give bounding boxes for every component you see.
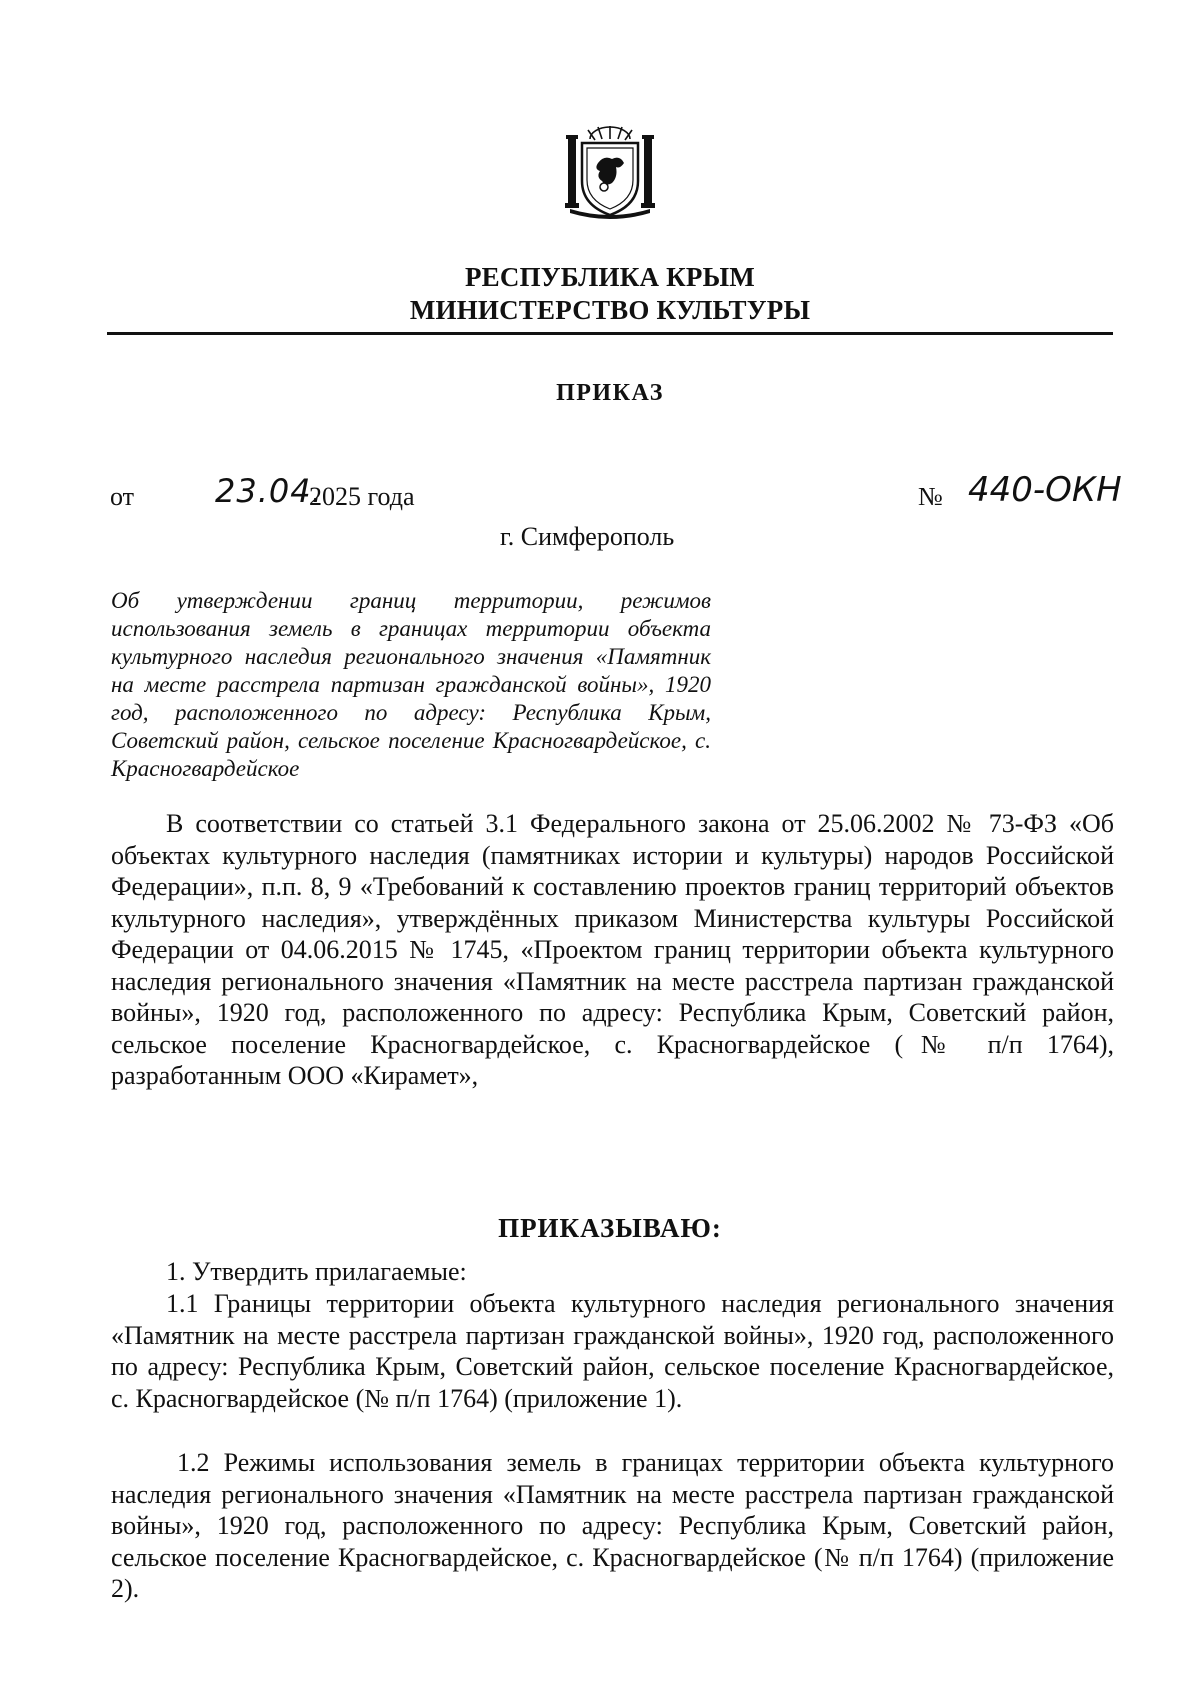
number-label: № bbox=[918, 482, 943, 511]
order-heading: ПРИКАЗЫВАЮ: bbox=[498, 1213, 722, 1243]
handwritten-number: 440-ОКН bbox=[968, 470, 1122, 510]
header-republic: РЕСПУБЛИКА КРЫМ bbox=[464, 262, 755, 292]
header-ministry: МИНИСТЕРСТВО КУЛЬТУРЫ bbox=[409, 295, 811, 325]
city: г. Симферополь bbox=[500, 522, 675, 551]
order-item-1-2: 1.2 Режимы использования земель в границах территории объекта культурного наследия регионального значения «Памятник на месте расстрела партизан гражданской войны», 1920 год, расположенного по адресу: Республика Крым, Советский район, сельское поселение Красногвардейское, с. Красногвардейское (№ п/п 1764) (приложение 2). bbox=[111, 1448, 1114, 1603]
document-type-title: ПРИКАЗ bbox=[556, 380, 664, 406]
date-from-label: от bbox=[110, 482, 135, 511]
order-item-1: 1. Утвердить прилагаемые: bbox=[166, 1257, 467, 1286]
date-year: 2025 года bbox=[309, 482, 415, 511]
header-divider bbox=[107, 332, 1113, 335]
preamble-paragraph: В соответствии со статьей 3.1 Федерального закона от 25.06.2002 № 73-ФЗ «Об объектах культурного наследия (памятниках истории и культуры) народов Российской Федерации», п.п. 8, 9 «Требований к составлению проектов границ территорий объектов культурного наследия», утверждённых приказом Министерства культуры Российской Федерации от 04.06.2015 № 1745, «Проектом границ территории объекта культурного наследия регионального значения «Памятник на месте расстрела партизан гражданской войны», 1920 год, расположенного по адресу: Республика Крым, Советский район, сельское поселение Красногвардейское, с. Красногвардейское (№ п/п 1764), разработанным ООО «Кирамет», bbox=[111, 809, 1114, 1090]
crimea-coat-of-arms-emblem bbox=[560, 125, 660, 220]
document-subject: Об утверждении границ территории, режимов использования земель в границах территории объекта культурного наследия регионального значения «Памятник на месте расстрела партизан гражданской войны», 1920 год, расположенного по адресу: Республика Крым, Советский район, сельское поселение Красногвардейское, с. Красногвардейское bbox=[111, 588, 711, 781]
order-item-1-1: 1.1 Границы территории объекта культурного наследия регионального значения «Памятник на месте расстрела партизан гражданской войны», 1920 год, расположенного по адресу: Республика Крым, Советский район, сельское поселение Красногвардейское, с. Красногвардейское (№ п/п 1764) (приложение 1). bbox=[111, 1289, 1114, 1413]
handwritten-date: 23.04. bbox=[215, 472, 323, 510]
